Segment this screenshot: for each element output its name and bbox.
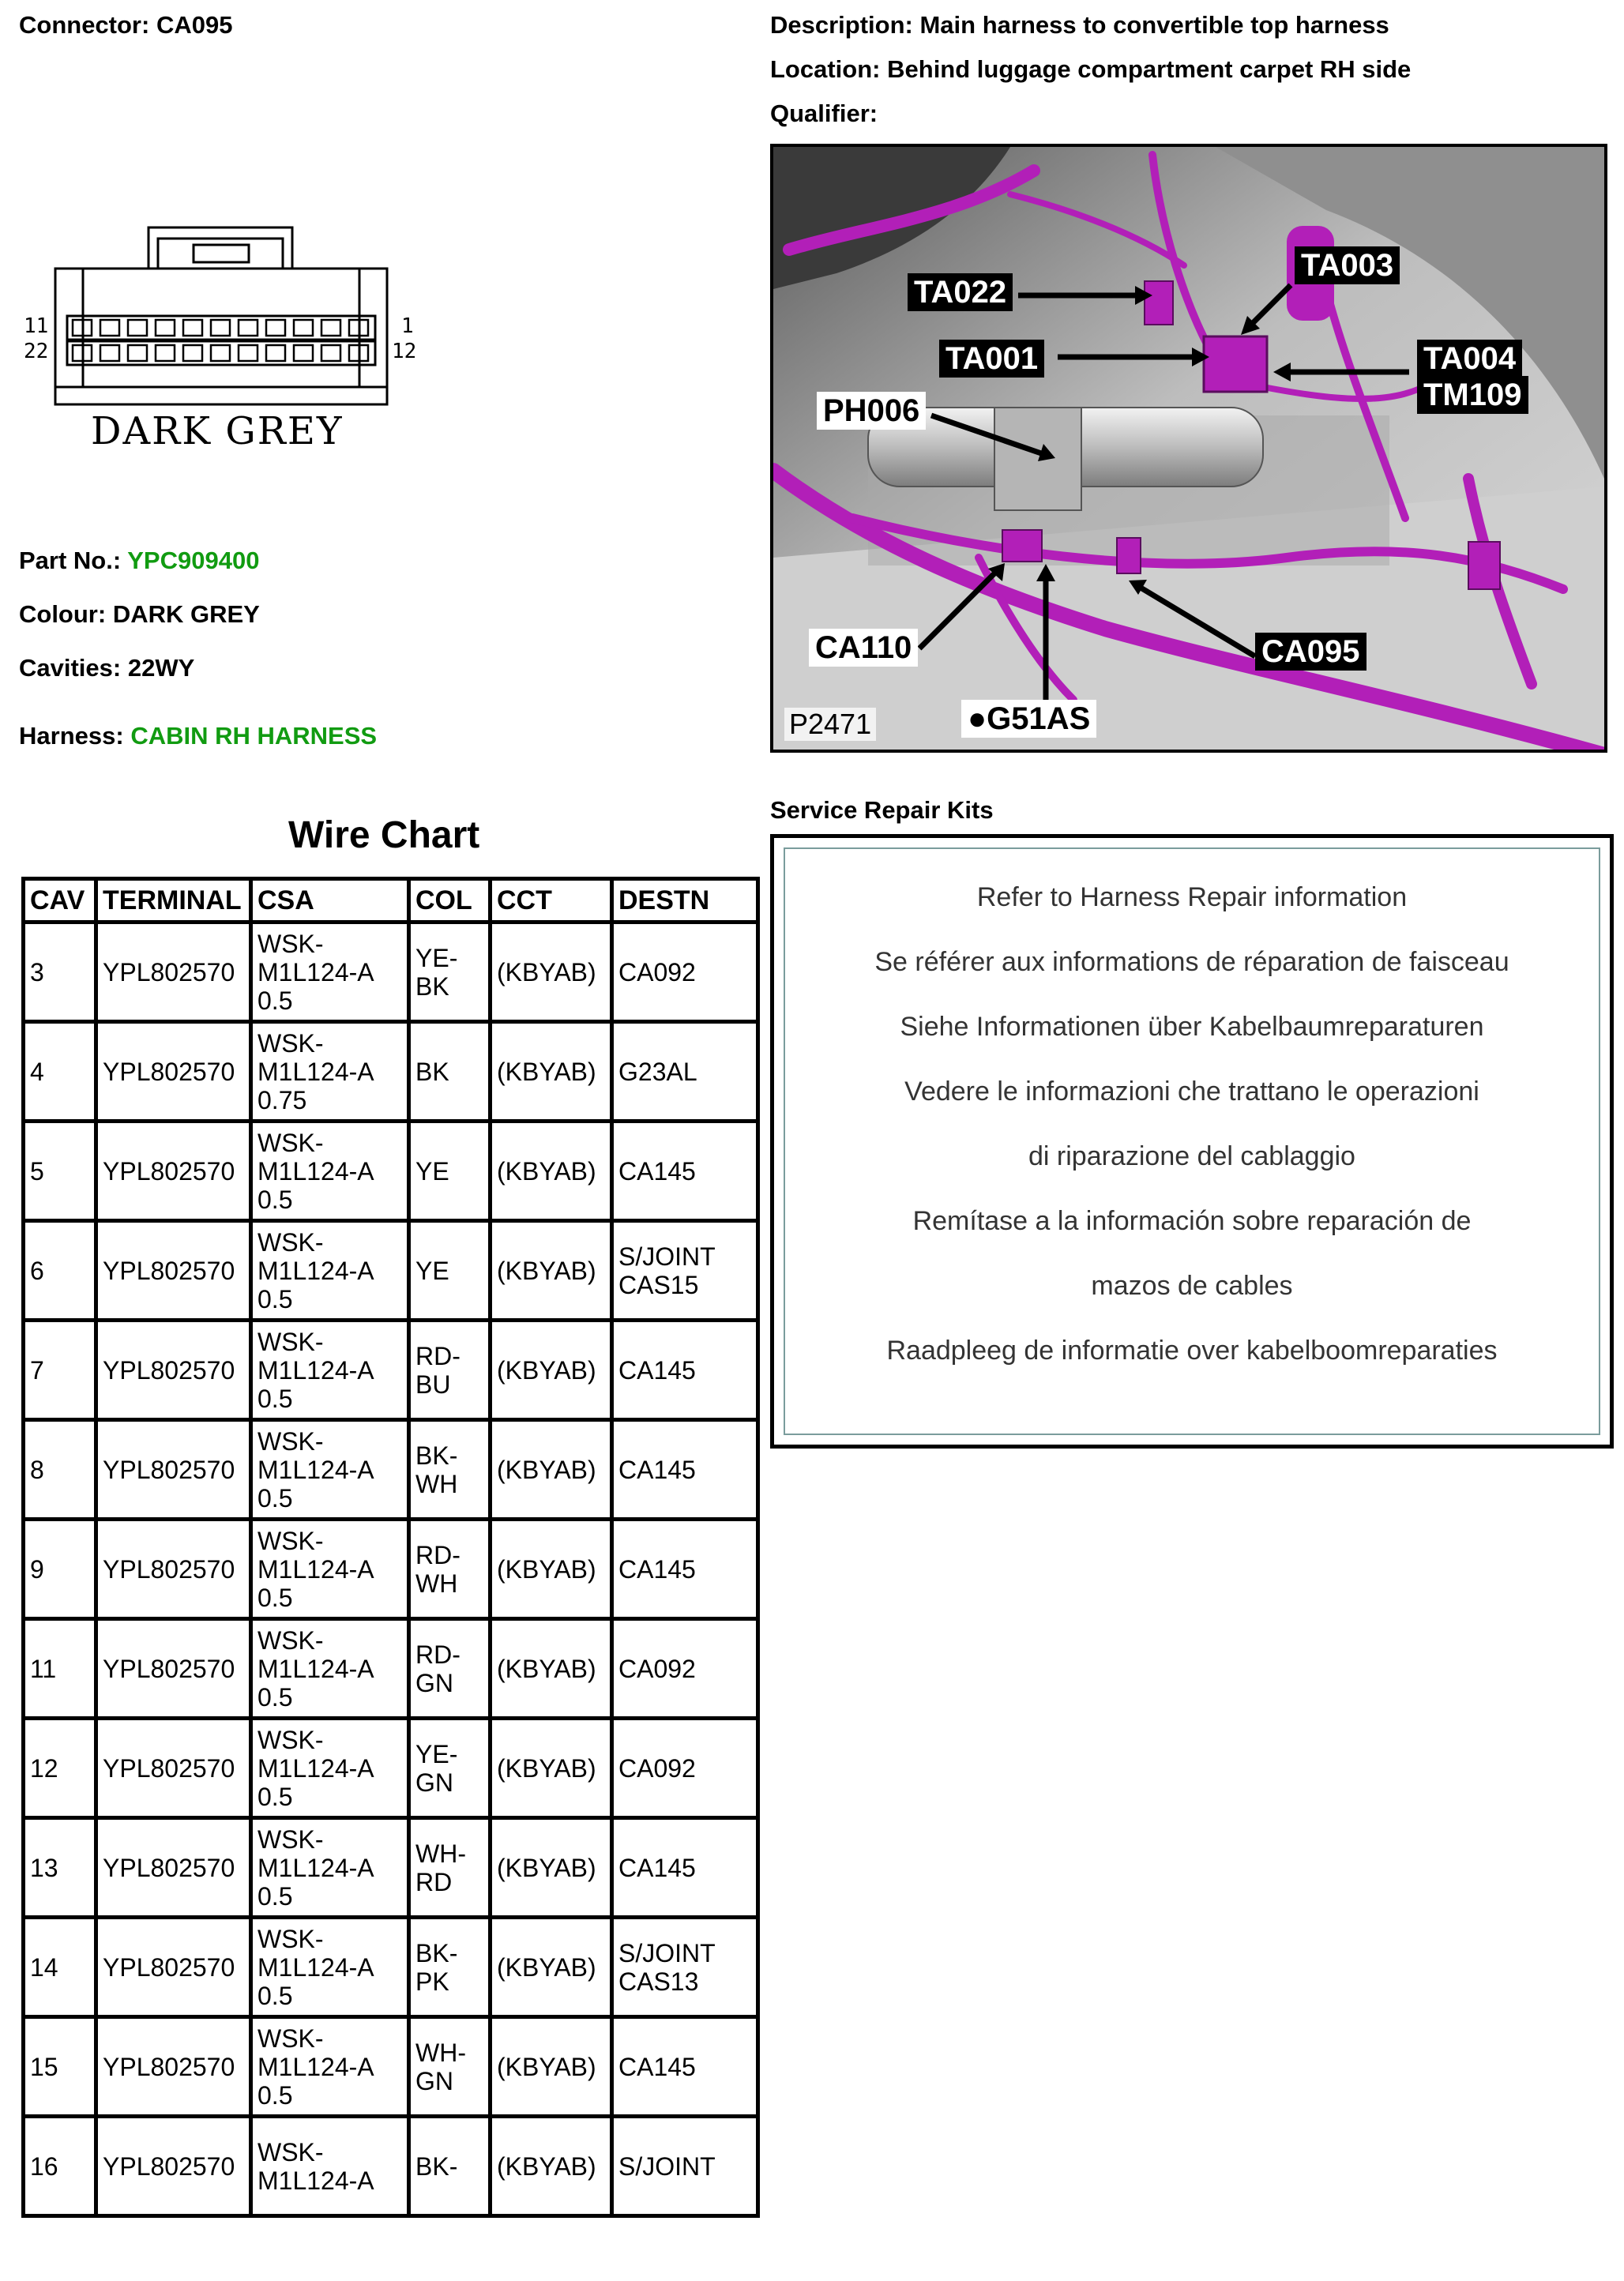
harness-link[interactable]: CABIN RH HARNESS: [130, 722, 378, 750]
cell-csa: WSK- M1L124-A 0.5: [251, 1122, 409, 1221]
location-label: Location:: [770, 55, 881, 83]
callout-tm109: TM109: [1417, 376, 1528, 414]
cell-terminal: YPL802570: [96, 1918, 251, 2017]
cell-destn: CA145: [612, 1122, 758, 1221]
cell-terminal: YPL802570: [96, 1122, 251, 1221]
connector-value: CA095: [156, 11, 233, 39]
wire-chart-title: Wire Chart: [288, 814, 480, 856]
cell-terminal: YPL802570: [96, 1719, 251, 1818]
cell-csa: WSK- M1L124-A 0.5: [251, 1918, 409, 2017]
cell-terminal: YPL802570: [96, 923, 251, 1022]
cell-terminal: YPL802570: [96, 1022, 251, 1122]
callout-ta004: TA004: [1417, 340, 1522, 378]
cell-destn: S/JOINT CAS13: [612, 1918, 758, 2017]
cell-cav: 15: [24, 2017, 96, 2117]
cell-terminal: YPL802570: [96, 1221, 251, 1321]
connector-colour-caption: DARK GREY: [91, 409, 344, 453]
kits-line-it-2: di riparazione del cablaggio: [1028, 1141, 1355, 1171]
cell-col: WH- RD: [409, 1818, 491, 1918]
cell-col: RD- WH: [409, 1520, 491, 1619]
cell-csa: WSK- M1L124-A 0.5: [251, 1221, 409, 1321]
kits-line-es-2: mazos de cables: [1091, 1271, 1293, 1301]
cell-cav: 11: [24, 1619, 96, 1719]
table-row: [24, 1122, 758, 1221]
wire-chart-table: [21, 877, 760, 2218]
cell-cct: (KBYAB): [491, 1719, 612, 1818]
cell-terminal: YPL802570: [96, 1321, 251, 1420]
description-label: Description:: [770, 11, 913, 39]
callout-ta001: TA001: [939, 340, 1044, 378]
wire-chart-header-row: [24, 879, 758, 923]
part-no-label: Part No.:: [19, 547, 122, 574]
column-header-cct: CCT: [491, 879, 612, 923]
table-row: [24, 1022, 758, 1122]
cell-cav: 14: [24, 1918, 96, 2017]
column-header-destn: DESTN: [612, 879, 758, 923]
cavities-label: Cavities:: [19, 654, 122, 682]
location-value: Behind luggage compartment carpet RH side: [887, 55, 1412, 83]
table-row: [24, 1520, 758, 1619]
cell-csa: WSK- M1L124-A 0.5: [251, 2017, 409, 2117]
callout-g51as-label: G51AS: [987, 701, 1091, 736]
cell-cct: (KBYAB): [491, 1022, 612, 1122]
callout-ph006: PH006: [817, 392, 926, 430]
cell-csa: WSK- M1L124-A 0.75: [251, 1022, 409, 1122]
cell-destn: CA145: [612, 1520, 758, 1619]
kits-line-de: Siehe Informationen über Kabelbaumreparaturen: [900, 1012, 1484, 1042]
qualifier-label: Qualifier:: [770, 100, 878, 127]
cell-cav: 5: [24, 1122, 96, 1221]
cell-destn: G23AL: [612, 1022, 758, 1122]
cell-col: BK- PK: [409, 1918, 491, 2017]
column-header-cav: CAV: [24, 879, 96, 923]
cell-terminal: YPL802570: [96, 1520, 251, 1619]
cell-terminal: YPL802570: [96, 1619, 251, 1719]
cell-cct: (KBYAB): [491, 1818, 612, 1918]
connector-label: Connector:: [19, 11, 150, 39]
table-row: [24, 1818, 758, 1918]
cell-cct: (KBYAB): [491, 2117, 612, 2216]
kits-line-it-1: Vedere le informazioni che trattano le operazioni: [904, 1077, 1479, 1107]
description-value: Main harness to convertible top harness: [919, 11, 1389, 39]
kits-line-fr: Se référer aux informations de réparation de faisceau: [874, 947, 1509, 977]
cell-csa: WSK- M1L124-A 0.5: [251, 1520, 409, 1619]
table-row: [24, 2017, 758, 2117]
pin-label-11: 11: [24, 314, 49, 338]
pin-label-22: 22: [24, 340, 49, 363]
ground-marker-icon: ●: [968, 701, 987, 736]
cell-destn: CA145: [612, 1321, 758, 1420]
cavities-value: 22WY: [127, 654, 195, 682]
cell-cct: (KBYAB): [491, 1619, 612, 1719]
cell-col: YE: [409, 1221, 491, 1321]
cell-col: WH- GN: [409, 2017, 491, 2117]
cell-terminal: YPL802570: [96, 1818, 251, 1918]
colour-value: DARK GREY: [112, 600, 260, 628]
colour-label: Colour:: [19, 600, 107, 628]
cell-destn: S/JOINT CAS15: [612, 1221, 758, 1321]
cell-cct: (KBYAB): [491, 2017, 612, 2117]
cell-cct: (KBYAB): [491, 1321, 612, 1420]
table-row: [24, 2117, 758, 2216]
cell-cct: (KBYAB): [491, 1122, 612, 1221]
kits-line-es-1: Remítase a la información sobre reparación de: [912, 1206, 1472, 1236]
pin-label-12: 12: [392, 340, 417, 363]
cell-destn: CA145: [612, 1420, 758, 1520]
cell-col: YE- GN: [409, 1719, 491, 1818]
callout-ca095: CA095: [1255, 633, 1366, 671]
cell-destn: CA092: [612, 923, 758, 1022]
cell-cct: (KBYAB): [491, 1918, 612, 2017]
cell-col: RD- BU: [409, 1321, 491, 1420]
cell-csa: WSK- M1L124-A 0.5: [251, 1321, 409, 1420]
cell-destn: CA092: [612, 1719, 758, 1818]
table-row: [24, 1221, 758, 1321]
cell-col: YE- BK: [409, 923, 491, 1022]
cell-col: BK: [409, 1022, 491, 1122]
cell-csa: WSK- M1L124-A 0.5: [251, 1719, 409, 1818]
cell-cav: 8: [24, 1420, 96, 1520]
figure-id: P2471: [784, 708, 876, 741]
cell-col: BK- WH: [409, 1420, 491, 1520]
callout-ca110: CA110: [809, 629, 918, 667]
table-row: [24, 923, 758, 1022]
cell-terminal: YPL802570: [96, 2017, 251, 2117]
cell-cct: (KBYAB): [491, 1520, 612, 1619]
harness-label: Harness:: [19, 722, 124, 750]
cell-cav: 9: [24, 1520, 96, 1619]
cell-cav: 4: [24, 1022, 96, 1122]
cell-cct: (KBYAB): [491, 923, 612, 1022]
cell-csa: WSK- M1L124-A 0.5: [251, 1420, 409, 1520]
column-header-col: COL: [409, 879, 491, 923]
cell-col: RD- GN: [409, 1619, 491, 1719]
column-header-csa: CSA: [251, 879, 409, 923]
part-no-link[interactable]: YPC909400: [127, 547, 260, 574]
cell-cav: 7: [24, 1321, 96, 1420]
cell-destn: S/JOINT: [612, 2117, 758, 2216]
cell-cav: 12: [24, 1719, 96, 1818]
cell-cav: 16: [24, 2117, 96, 2216]
callout-ta022: TA022: [908, 273, 1013, 311]
cell-csa: WSK- M1L124-A 0.5: [251, 923, 409, 1022]
cell-cct: (KBYAB): [491, 1221, 612, 1321]
cell-cav: 3: [24, 923, 96, 1022]
cell-destn: CA145: [612, 1818, 758, 1918]
cell-col: BK-: [409, 2117, 491, 2216]
cell-col: YE: [409, 1122, 491, 1221]
table-row: [24, 1719, 758, 1818]
cell-destn: CA145: [612, 2017, 758, 2117]
table-row: [24, 1918, 758, 2017]
cell-csa: WSK- M1L124-A: [251, 2117, 409, 2216]
kits-line-nl: Raadpleeg de informatie over kabelboomreparaties: [886, 1336, 1498, 1366]
cell-csa: WSK- M1L124-A 0.5: [251, 1818, 409, 1918]
callout-ta003: TA003: [1295, 246, 1400, 284]
kits-line-en: Refer to Harness Repair information: [976, 882, 1408, 912]
table-row: [24, 1619, 758, 1719]
cell-destn: CA092: [612, 1619, 758, 1719]
cell-cav: 6: [24, 1221, 96, 1321]
cell-terminal: YPL802570: [96, 2117, 251, 2216]
pin-label-1: 1: [401, 314, 414, 338]
table-row: [24, 1321, 758, 1420]
cell-csa: WSK- M1L124-A 0.5: [251, 1619, 409, 1719]
cell-cav: 13: [24, 1818, 96, 1918]
cell-terminal: YPL802570: [96, 1420, 251, 1520]
table-row: [24, 1420, 758, 1520]
column-header-terminal: TERMINAL: [96, 879, 251, 923]
cell-cct: (KBYAB): [491, 1420, 612, 1520]
wire-chart-body: [24, 923, 758, 2216]
service-repair-kits-heading: Service Repair Kits: [770, 796, 994, 824]
